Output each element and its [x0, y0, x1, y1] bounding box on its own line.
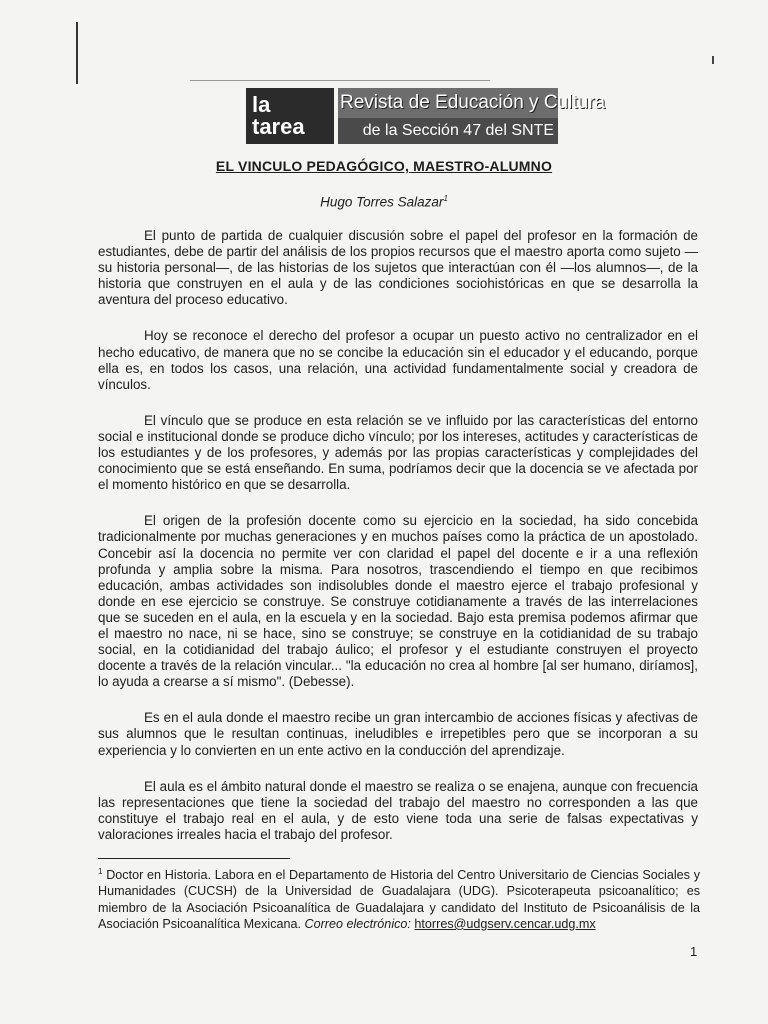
journal-subtitle: de la Sección 47 del SNTE: [338, 118, 558, 144]
footnote-email: htorres@udgserv.cencar.udg.mx: [414, 916, 596, 931]
journal-logo: [246, 88, 334, 144]
paragraph: Hoy se reconoce el derecho del profesor a ocupar un puesto activo no centralizador en el hecho educativo, de manera que no se concibe la educación sin el educador y el educando, porque ella es, en todos los casos, una relación, una actividad fundamentalmente social y creadora de vínculos.: [98, 328, 698, 392]
footnote-text: Doctor en Historia. Labora en el Departamento de Historia del Centro Universitario de Ciencias Sociales y Humanidades (CUCSH) de la Universidad de Guadalajara (UDG). Psicoterapeuta psicoanalítico; es miembro de la Asociación Psicoanalítica de Guadalajara y candidato del Instituto de Psicoanálisis de la Asociación Psicoanalítica Mexicana.: [98, 868, 701, 931]
article-title: EL VINCULO PEDAGÓGICO, MAESTRO-ALUMNO: [215, 158, 553, 174]
article-body: [98, 228, 698, 863]
journal-masthead: [246, 88, 606, 148]
logo-line-2: tarea: [252, 114, 305, 139]
paragraph: Es en el aula donde el maestro recibe un gran intercambio de acciones físicas y afectivas de sus alumnos que le resultan continuas, ineludibles e irrepetibles pero que se incorporan a su experiencia y lo convierten en un ente activo en la conducción del aprendizaje.: [98, 710, 698, 758]
author-footnote-marker: 1: [443, 194, 448, 203]
author-name: Hugo Torres Salazar: [320, 194, 444, 210]
scan-mark: [190, 80, 490, 81]
footnote-divider: [98, 858, 290, 859]
footnote: [98, 864, 700, 932]
paragraph: El punto de partida de cualquier discusión sobre el papel del profesor en la formación de estudiantes, debe de partir del análisis de los propios recursos que el maestro aporta como sujeto —su historia personal—, de las historias de los sujetos que interactúan con él —los alumnos—, de la historia que construyen en el aula y de las condiciones sociohistóricas en que se desarrolla la aventura del proceso educativo.: [98, 228, 698, 308]
logo-line-1: la: [252, 92, 271, 117]
scan-mark: [76, 22, 78, 84]
footnote-email-label: Correo electrónico:: [304, 916, 411, 931]
paragraph: El vínculo que se produce en esta relación se ve influido por las características del entorno social e institucional donde se produce dicho vínculo; por los intereses, actitudes y características de los estudiantes y de los profesores, y además por las propias características y complejidades del conocimiento que se está enseñando. En suma, podríamos decir que la docencia se ve afectada por el momento histórico en que se desarrolla.: [98, 412, 698, 493]
footnote-marker: 1: [98, 867, 103, 876]
scan-mark: [712, 56, 714, 64]
paragraph: El origen de la profesión docente como su ejercicio en la sociedad, ha sido concebida tradicionalmente por muchas generaciones y en muchos países como la práctica de un apostolado. Concebir así la docencia no permite ver con claridad el papel del docente e ir a una reflexión profunda y amplia sobre la misma. Para nosotros, trascendiendo el tiempo en que recibimos educación, ambas actividades son indisolubles donde el maestro ejerce el trabajo profesional y donde en ese ejercicio se construye. Se construye cotidianamente a través de las interrelaciones que se suceden en el aula, en la escuela y en la sociedad. Bajo esta premisa podemos afirmar que el maestro no nace, ni se hace, sino se construye; se construye en la cotidianidad de su trabajo social, en la cotidianidad del trabajo áulico; el profesor y el estudiante construyen el proyecto docente a través de la relación vincular... "la educación no crea al hombre [al ser humano, diríamos], lo ayuda a crearse a sí mismo". (Debesse).: [98, 513, 698, 690]
paragraph: El aula es el ámbito natural donde el maestro se realiza o se enajena, aunque con frecuencia las representaciones que tiene la sociedad del trabajo del maestro no corresponden a las que constituye el trabajo real en el aula, y de esto viene toda una serie de falsas expectativas y valoraciones irreales hacia el trabajo del profesor.: [98, 778, 698, 842]
journal-title: Revista de Educación y Cultura: [338, 88, 558, 118]
page-number: 1: [690, 944, 698, 959]
article-author: [0, 194, 768, 210]
